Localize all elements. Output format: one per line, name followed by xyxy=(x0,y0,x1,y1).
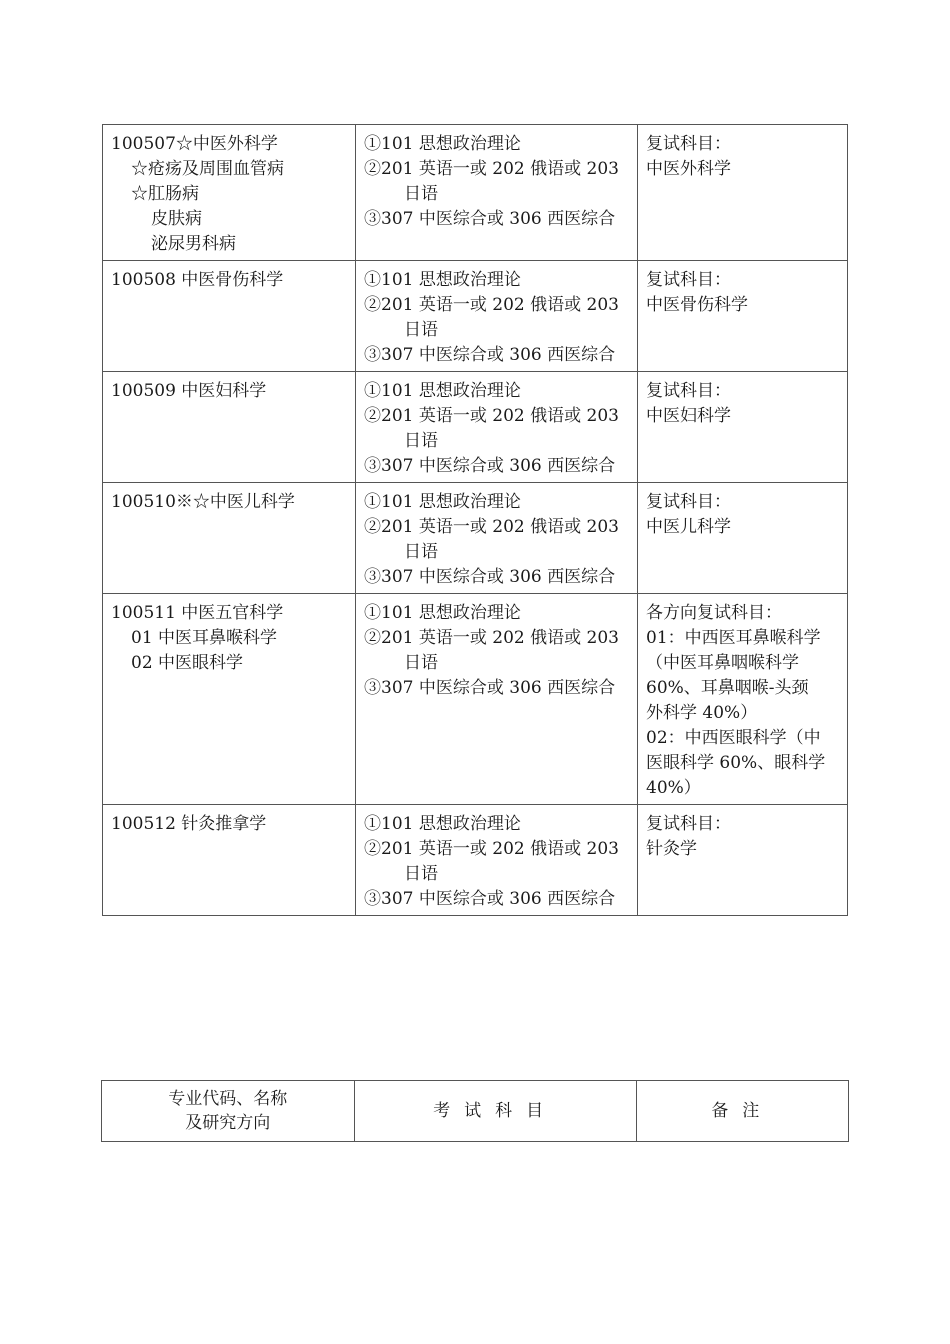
major-name: 100509 中医妇科学 xyxy=(111,381,267,401)
table-row xyxy=(103,594,848,805)
exam-subject-cont: 日语 xyxy=(404,542,438,562)
header-major-line2: 及研究方向 xyxy=(185,1113,271,1133)
notes-value: 60%、耳鼻咽喉-头颈 xyxy=(646,678,809,698)
research-direction: ☆肛肠病 xyxy=(131,184,199,204)
notes-label: 各方向复试科目： xyxy=(646,603,782,623)
major-cell xyxy=(103,483,356,594)
notes-value: 中医妇科学 xyxy=(646,406,731,426)
table-row xyxy=(103,261,848,372)
exam-subject: ①101 思想政治理论 xyxy=(364,492,521,512)
notes-value: 中医外科学 xyxy=(646,159,731,179)
program-table xyxy=(102,124,848,916)
notes-label: 复试科目： xyxy=(646,134,731,154)
header-notes-column: 备注 xyxy=(636,1081,848,1142)
table-row xyxy=(103,125,848,261)
table-header xyxy=(101,1080,849,1142)
major-name: 100510※☆中医儿科学 xyxy=(111,492,295,512)
major-cell xyxy=(103,805,356,916)
exam-subject: ①101 思想政治理论 xyxy=(364,134,521,154)
table-row xyxy=(103,372,848,483)
notes-value: 医眼科学 60%、眼科学 xyxy=(646,753,826,773)
exam-cell xyxy=(356,125,638,261)
notes-value: 针灸学 xyxy=(646,839,697,859)
notes-label: 复试科目： xyxy=(646,270,731,290)
exam-subject: ①101 思想政治理论 xyxy=(364,814,521,834)
major-name: 100508 中医骨伤科学 xyxy=(111,270,284,290)
notes-cell xyxy=(638,372,848,483)
research-direction: 02 中医眼科学 xyxy=(131,653,244,673)
major-cell xyxy=(103,125,356,261)
header-major-column xyxy=(102,1081,355,1142)
notes-value: 40%） xyxy=(646,778,701,798)
notes-cell xyxy=(638,125,848,261)
exam-subject-cont: 日语 xyxy=(404,864,438,884)
exam-subject: ③307 中医综合或 306 西医综合 xyxy=(364,567,616,587)
notes-cell xyxy=(638,805,848,916)
table-row xyxy=(103,483,848,594)
exam-subject: ③307 中医综合或 306 西医综合 xyxy=(364,889,616,909)
major-name: 100507☆中医外科学 xyxy=(111,134,278,154)
exam-cell xyxy=(356,372,638,483)
exam-subject: ③307 中医综合或 306 西医综合 xyxy=(364,209,616,229)
notes-value: 01：中西医耳鼻喉科学 xyxy=(646,628,821,648)
exam-cell xyxy=(356,594,638,805)
exam-subject: ①101 思想政治理论 xyxy=(364,270,521,290)
exam-subject: ②201 英语一或 202 俄语或 203 xyxy=(364,839,619,859)
notes-value: 外科学 40%） xyxy=(646,703,758,723)
exam-subject: ③307 中医综合或 306 西医综合 xyxy=(364,456,616,476)
exam-subject: ③307 中医综合或 306 西医综合 xyxy=(364,345,616,365)
exam-subject: ②201 英语一或 202 俄语或 203 xyxy=(364,295,619,315)
research-direction: ☆疮疡及周围血管病 xyxy=(131,159,284,179)
notes-cell xyxy=(638,261,848,372)
notes-value: 中医骨伤科学 xyxy=(646,295,748,315)
exam-subject-cont: 日语 xyxy=(404,320,438,340)
exam-subject-cont: 日语 xyxy=(404,431,438,451)
major-name: 100512 针灸推拿学 xyxy=(111,814,267,834)
exam-subject: ②201 英语一或 202 俄语或 203 xyxy=(364,406,619,426)
notes-cell xyxy=(638,594,848,805)
exam-cell xyxy=(356,261,638,372)
exam-cell xyxy=(356,483,638,594)
exam-subject-cont: 日语 xyxy=(404,184,438,204)
exam-subject: ②201 英语一或 202 俄语或 203 xyxy=(364,628,619,648)
research-direction: 皮肤病 xyxy=(151,209,202,229)
table-row xyxy=(103,805,848,916)
exam-subject: ③307 中医综合或 306 西医综合 xyxy=(364,678,616,698)
header-exam-column: 考试科目 xyxy=(354,1081,636,1142)
major-cell xyxy=(103,372,356,483)
notes-label: 复试科目： xyxy=(646,814,731,834)
major-cell xyxy=(103,594,356,805)
research-direction: 01 中医耳鼻喉科学 xyxy=(131,628,278,648)
notes-value: （中医耳鼻咽喉科学 xyxy=(646,653,799,673)
exam-subject: ①101 思想政治理论 xyxy=(364,381,521,401)
notes-label: 复试科目： xyxy=(646,381,731,401)
header-major-line1: 专业代码、名称 xyxy=(168,1089,288,1109)
exam-subject: ①101 思想政治理论 xyxy=(364,603,521,623)
exam-cell xyxy=(356,805,638,916)
notes-value: 02：中西医眼科学（中 xyxy=(646,728,821,748)
exam-subject: ②201 英语一或 202 俄语或 203 xyxy=(364,517,619,537)
exam-subject: ②201 英语一或 202 俄语或 203 xyxy=(364,159,619,179)
notes-value: 中医儿科学 xyxy=(646,517,731,537)
header-row xyxy=(102,1081,849,1142)
notes-label: 复试科目： xyxy=(646,492,731,512)
major-cell xyxy=(103,261,356,372)
exam-subject-cont: 日语 xyxy=(404,653,438,673)
research-direction: 泌尿男科病 xyxy=(151,234,236,254)
notes-cell xyxy=(638,483,848,594)
major-name: 100511 中医五官科学 xyxy=(111,603,284,623)
